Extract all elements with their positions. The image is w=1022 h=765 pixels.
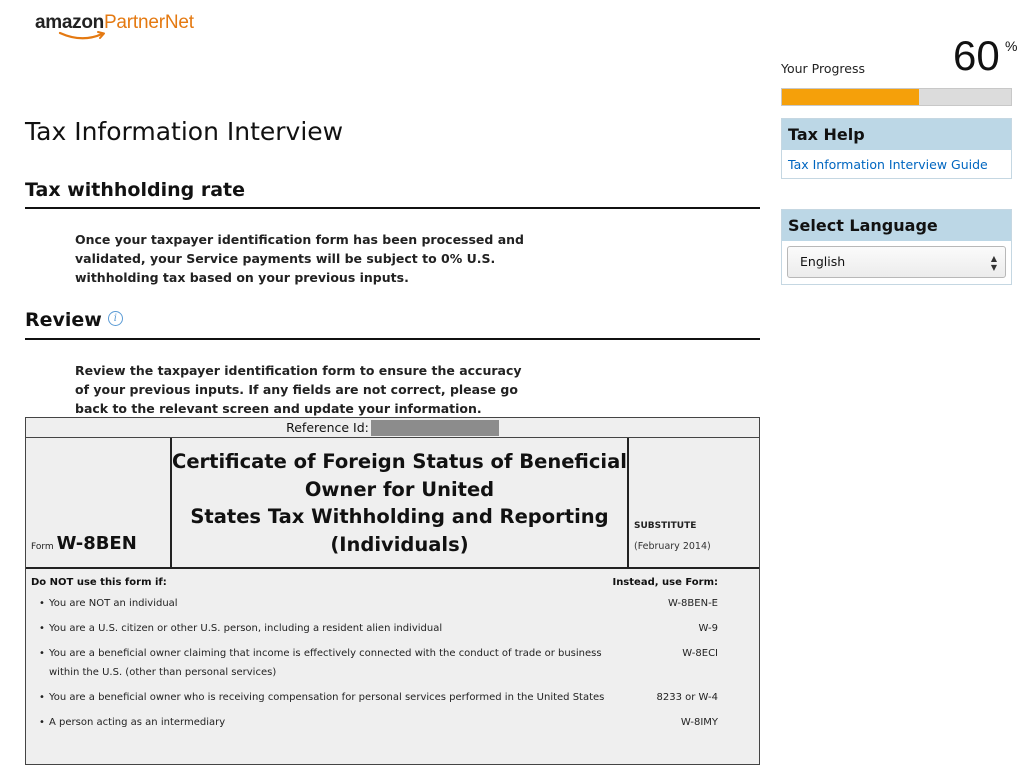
list-item [26,688,744,707]
list-item-alt-form: W-8IMY [680,717,718,728]
logo-amazon-text: amazon [35,12,104,33]
list-item-text: • You are a U.S. citizen or other U.S. person, including a resident alien individual [39,619,609,638]
reference-id-row [26,418,759,438]
review-text: Review the taxpayer identification form to ensure the accuracy of your previous inputs. If any fields are not correct, please go back to the relevant screen and update your information. [75,363,522,416]
form-date: (February 2014) [634,541,711,552]
tax-interview-guide-link[interactable]: Tax Information Interview Guide [788,157,988,172]
page-title: Tax Information Interview [25,117,344,146]
info-icon[interactable]: i [108,311,123,326]
form-title-line: States Tax Withholding and Reporting [190,505,609,528]
review-divider [25,338,760,340]
progress-bar [781,88,1012,106]
list-item-alt-form: W-9 [698,623,718,634]
list-item-text: • You are NOT an individual [39,594,609,613]
review-title [25,309,123,331]
withholding-divider [25,207,760,209]
progress-bar-fill [782,89,919,105]
form-id-cell [26,438,172,567]
list-item-text: • You are a beneficial owner who is receiving compensation for personal services performed in the United States [39,688,609,707]
select-arrows-icon: ▲ ▼ [990,254,997,272]
form-title-line: (Individuals) [330,532,469,556]
form-id [31,533,137,554]
list-item-text: • A person acting as an intermediary [39,713,609,732]
list-item [26,619,744,638]
substitute-label: SUBSTITUTE [634,521,697,531]
list-item-alt-form: 8233 or W-4 [656,692,718,703]
language-panel [781,209,1012,285]
language-select[interactable] [787,246,1006,278]
progress-value: 60 [953,32,1000,79]
list-item-alt-form: W-8ECI [682,648,718,659]
list-item-text: • You are a beneficial owner claiming that income is effectively connected with the conduct of trade or business within the U.S. (other than personal services) [39,644,609,682]
withholding-text: Once your taxpayer identification form has been processed and validated, your Service payments will be subject to 0% U.S. withholding tax based on your previous inputs. [75,232,524,285]
form-code: W-8BEN [56,533,137,554]
language-selected-value: English [800,254,846,269]
progress-percent-sign: % [1005,38,1018,54]
progress-label: Your Progress [781,61,866,76]
form-title-line: Owner for United [304,477,495,501]
withholding-title: Tax withholding rate [25,179,245,201]
list-item-alt-form: W-8BEN-E [667,598,718,609]
exclusion-header-right: Instead, use Form: [612,577,718,588]
exclusion-header-left: Do NOT use this form if: [31,577,167,588]
reference-id-redacted [371,420,499,436]
list-item [26,713,744,732]
form-version-cell [629,438,759,567]
tax-help-panel [781,118,1012,179]
form-header [26,438,759,569]
amazon-smile-icon [58,30,108,42]
exclusion-list-header [26,569,744,588]
list-item [26,594,744,613]
tax-help-title: Tax Help [782,119,1011,150]
reference-id-label: Reference Id: [286,420,369,435]
w8ben-form-preview [25,417,760,765]
logo-partnernet-text: PartnerNet [103,12,194,33]
amazon-partnernet-logo[interactable] [35,12,194,46]
exclusion-list [26,569,744,732]
form-title [172,438,629,567]
list-item [26,644,744,682]
form-title-line: Certificate of Foreign Status of Beneficial [172,450,627,473]
review-title-text: Review [25,309,102,331]
language-title: Select Language [782,210,1011,241]
form-prefix: Form [31,542,54,552]
